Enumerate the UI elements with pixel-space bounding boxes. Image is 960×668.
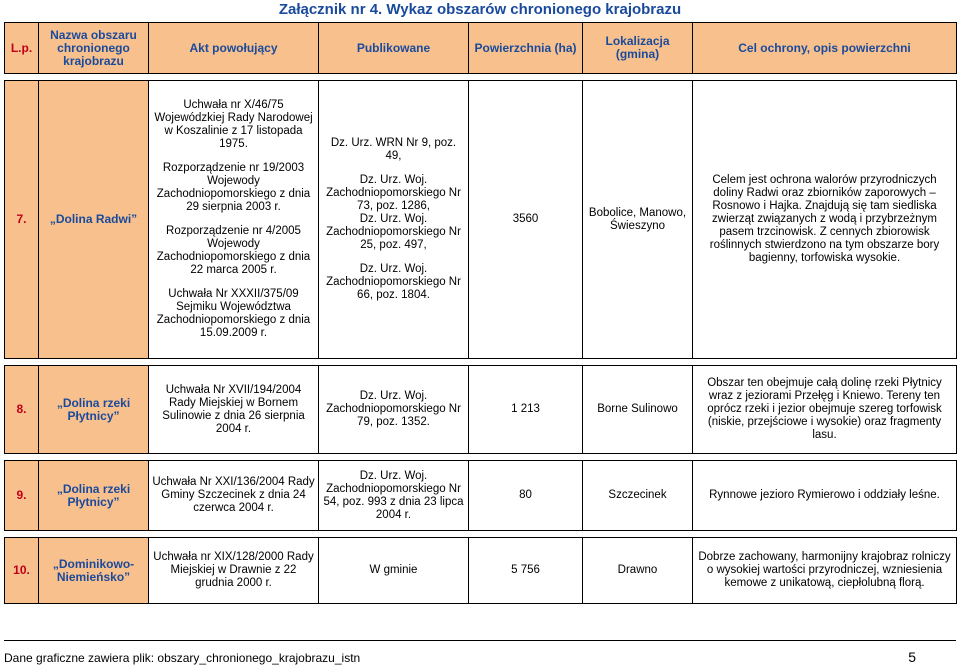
act-text: Rozporządzenie nr 4/2005 Wojewody Zachodniopomorskiego z dnia 22 marca 2005 r. (156, 225, 311, 276)
row-number: 7. (5, 81, 39, 359)
publication: Dz. Urz. Woj. Zachodniopomorskiego Nr 54, poz. 993 z dnia 23 lipca 2004 r. (319, 461, 469, 531)
header-act: Akt powołujący (149, 23, 319, 74)
act-text: Uchwała nr X/46/75 Wojewódzkiej Rady Narodowej w Koszalinie z 17 listopada 1975. (154, 99, 313, 150)
founding-act (149, 81, 319, 359)
row-number: 8. (5, 366, 39, 454)
table-row (5, 366, 957, 454)
area-name: „Dolina rzeki Płytnicy” (39, 461, 149, 531)
table-row (5, 538, 957, 604)
publication-text: Dz. Urz. WRN Nr 9, poz. 49, (330, 137, 457, 162)
page-footer (4, 640, 956, 668)
publication: Dz. Urz. Woj. Zachodniopomorskiego Nr 79, poz. 1352. (319, 366, 469, 454)
row-number: 10. (5, 538, 39, 604)
publication-text: Dz. Urz. Woj. Zachodniopomorskiego Nr 25, poz. 497, (326, 213, 461, 251)
area-name: „Dolina Radwi” (39, 81, 149, 359)
area-size: 3560 (469, 81, 583, 359)
header-description: Cel ochrony, opis powierzchni (693, 23, 957, 74)
description: Dobrze zachowany, harmonijny krajobraz rolniczy o wysokiej wartości przyrodniczej, wzniesienia kemowe z unikatową, ciepłolubną florą. (693, 538, 957, 604)
header-name: Nazwa obszaru chronionego krajobrazu (39, 23, 149, 74)
act-text: Rozporządzenie nr 19/2003 Wojewody Zachodniopomorskiego z dnia 29 sierpnia 2003 r. (156, 162, 311, 213)
table-row (5, 461, 957, 531)
source-note: Dane graficzne zawiera plik: obszary_chronionego_krajobrazu_istn (4, 651, 361, 665)
founding-act: Uchwała Nr XXI/136/2004 Rady Gminy Szczecinek z dnia 24 czerwca 2004 r. (149, 461, 319, 531)
header-lp: L.p. (5, 23, 39, 74)
header-area: Powierzchnia (ha) (469, 23, 583, 74)
area-name: „Dolina rzeki Płytnicy” (39, 366, 149, 454)
description: Celem jest ochrona walorów przyrodniczych doliny Radwi oraz zbiorników zaporowych – Rosnowo i Hajka. Znajdują się tam siedliska zwierząt związanych z wodą i przybrzeżnym pasem trzcinowisk. Z cennych zbiorowisk roślinnych stwierdzono na tym obszarze bory bagienny, torfowiska wysokie. (693, 81, 957, 359)
page-number: 5 (908, 649, 916, 665)
location: Borne Sulinowo (583, 366, 693, 454)
publication: W gminie (319, 538, 469, 604)
row-number: 9. (5, 461, 39, 531)
header-published: Publikowane (319, 23, 469, 74)
description: Obszar ten obejmuje całą dolinę rzeki Płytnicy wraz z jeziorami Przełęg i Kniewo. Tereny ten oprócz rzeki i jezior obejmuje szereg torfowisk (niskie, przejściowe i wysokie) oraz fragmenty lasu. (693, 366, 957, 454)
founding-act: Uchwała Nr XVII/194/2004 Rady Miejskiej w Bornem Sulinowie z dnia 26 sierpnia 2004 r. (149, 366, 319, 454)
act-text: Uchwała Nr XXXII/375/09 Sejmiku Województwa Zachodniopomorskiego z dnia 15.09.2009 r. (156, 288, 311, 339)
area-size: 5 756 (469, 538, 583, 604)
table-row (5, 81, 957, 359)
location: Szczecinek (583, 461, 693, 531)
publication-text: Dz. Urz. Woj. Zachodniopomorskiego Nr 73, poz. 1286, (326, 174, 461, 212)
protected-areas-table (4, 22, 957, 604)
document-title: Załącznik nr 4. Wykaz obszarów chronionego krajobrazu (278, 1, 682, 18)
publication-text: Dz. Urz. Woj. Zachodniopomorskiego Nr 66, poz. 1804. (326, 263, 461, 301)
location: Bobolice, Manowo, Świeszyno (583, 81, 693, 359)
location: Drawno (583, 538, 693, 604)
area-name: „Dominikowo-Niemieńsko” (39, 538, 149, 604)
area-size: 1 213 (469, 366, 583, 454)
area-size: 80 (469, 461, 583, 531)
publication (319, 81, 469, 359)
header-row (5, 23, 957, 74)
founding-act: Uchwała nr XIX/128/2000 Rady Miejskiej w Drawnie z 22 grudnia 2000 r. (149, 538, 319, 604)
description: Rynnowe jezioro Rymierowo i oddziały leśne. (693, 461, 957, 531)
header-location: Lokalizacja (gmina) (583, 23, 693, 74)
